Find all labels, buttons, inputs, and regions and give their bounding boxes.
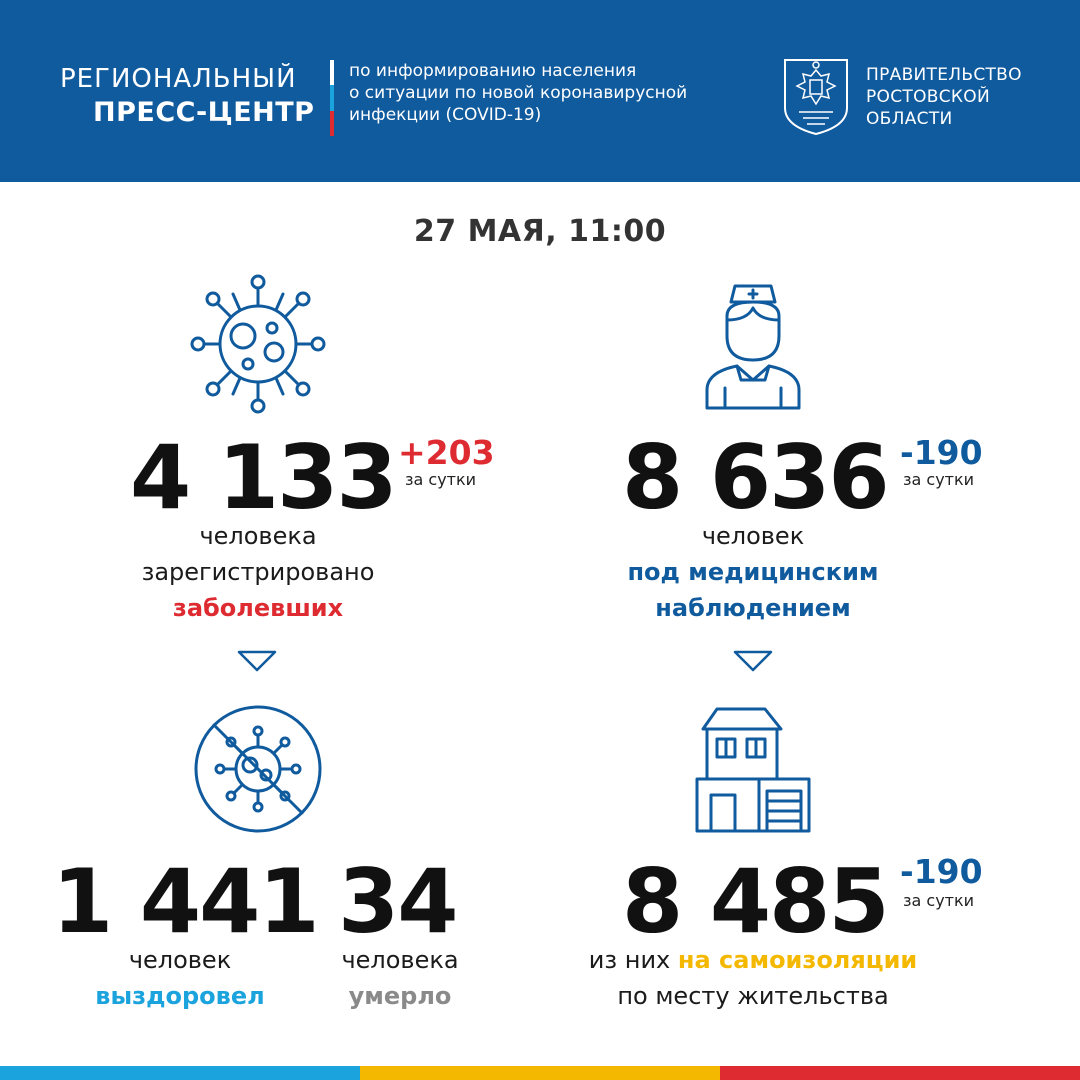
deaths-total: 34 [338,850,457,953]
cases-total: 4 133 [130,426,396,529]
recovered-total: 1 441 [52,850,318,953]
brand-title-line2: ПРЕСС-ЦЕНТР [93,97,315,128]
deaths-label: человека умерло [341,946,459,1010]
observation-total: 8 636 [622,426,888,529]
report-date: 27 МАЯ, 11:00 [413,214,667,249]
recovered-label: человек выздоровел [95,946,265,1010]
observation-delta: -190 [900,433,983,472]
isolation-per-day: за сутки [903,891,975,910]
down-arrow-icon [237,650,277,672]
no-virus-icon [192,703,324,835]
observation-per-day: за сутки [903,470,975,489]
header-banner [0,0,1080,182]
government-name: ПРАВИТЕЛЬСТВО РОСТОВСКОЙ ОБЛАСТИ [866,65,1022,129]
isolation-delta: -190 [900,852,983,891]
house-icon [693,705,813,833]
virus-icon [188,272,328,416]
crest-icon [781,56,851,136]
bottom-color-bar [0,1066,1080,1080]
brand-title-line1: РЕГИОНАЛЬНЫЙ [60,64,297,94]
isolation-total: 8 485 [622,850,888,953]
cases-delta: +203 [398,433,495,472]
tricolor-divider [330,60,334,136]
header-subtitle: по информированию населения о ситуации по новой коронавирусной инфекции (COVID-19) [349,61,688,125]
cases-label: человека зарегистрировано заболевших [141,522,375,622]
nurse-icon [697,280,809,410]
observation-label: человек под медицинским наблюдением [627,522,879,622]
isolation-label: из них на самоизоляции по месту жительства [588,946,918,1010]
cases-per-day: за сутки [405,470,477,489]
down-arrow-icon [733,650,773,672]
